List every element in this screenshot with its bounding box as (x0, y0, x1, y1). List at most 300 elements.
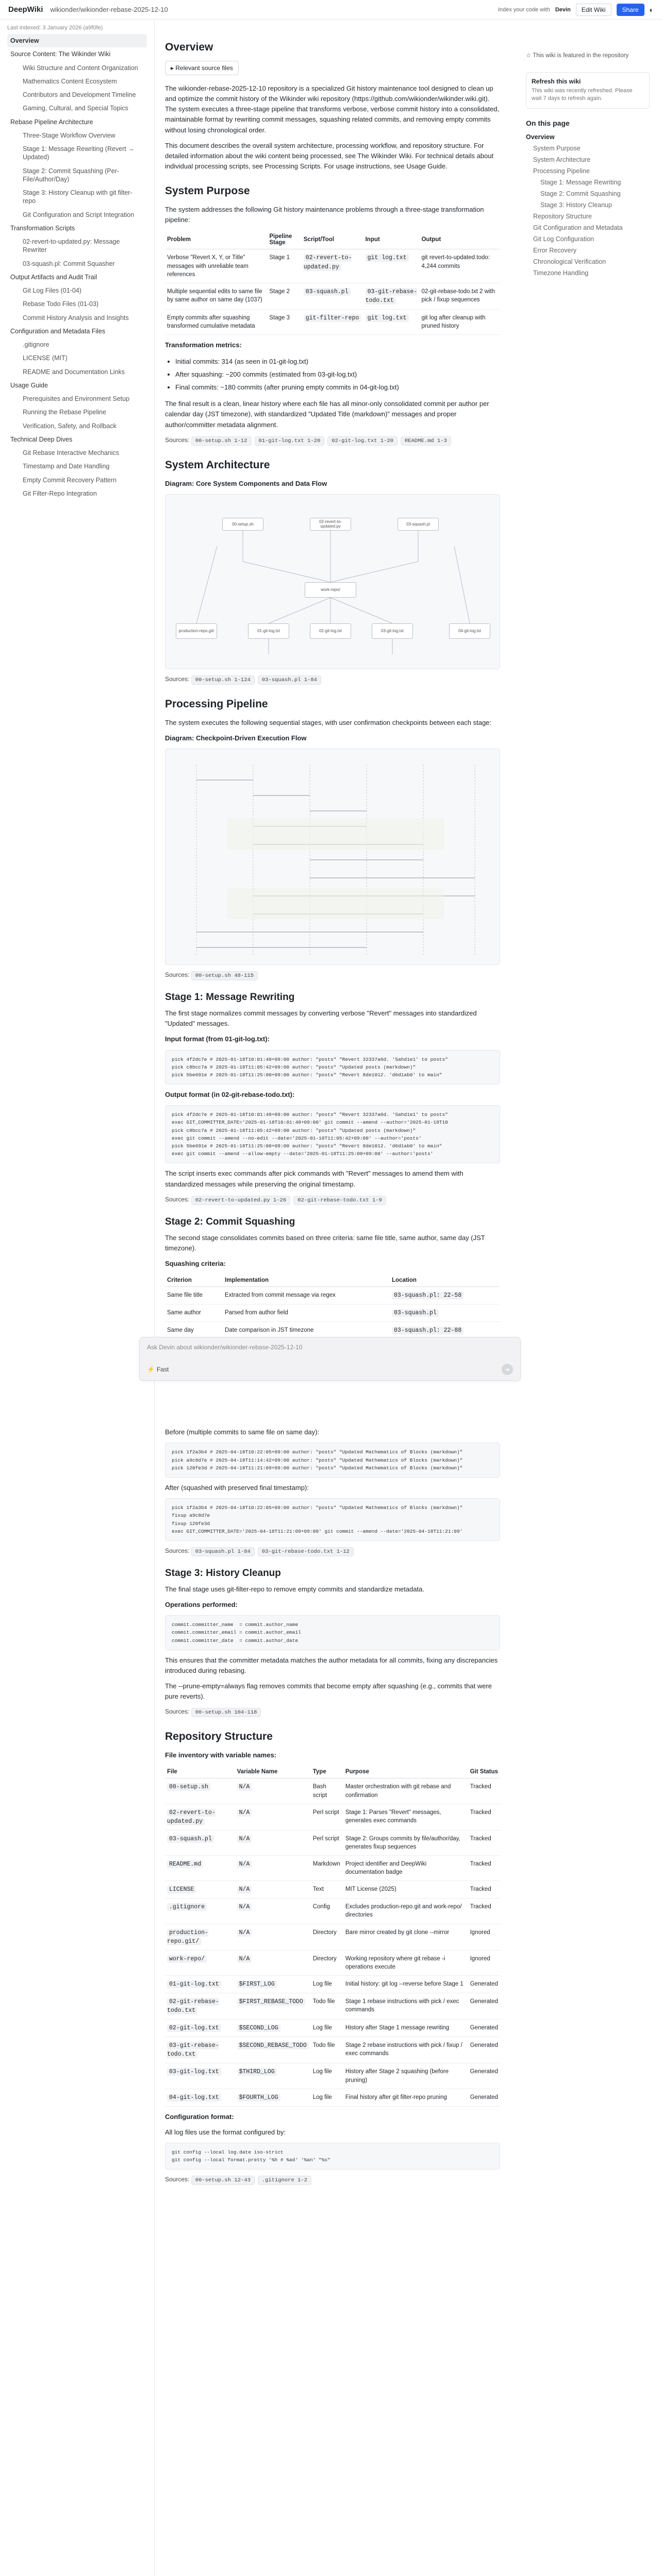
table-cell: Log file (311, 2089, 343, 2106)
table-cell (165, 1856, 235, 1881)
source-chip[interactable]: 02-git-log.txt 1-20 (327, 436, 398, 446)
sidebar-item[interactable]: Empty Commit Recovery Pattern (23, 476, 117, 484)
ask-controls (147, 1364, 513, 1375)
top-actions (498, 4, 654, 16)
stage1-output-label: Output format (in 02-git-rebase-todo.txt): (165, 1091, 295, 1099)
table-cell: Same day (165, 1322, 223, 1340)
sources-repo (165, 2176, 500, 2185)
sources-label: Sources: (165, 1195, 190, 1203)
table-row (165, 1993, 500, 2019)
intro-paragraph-2: This document describes the overall system architecture, processing workflow, and repository structure. For detailed information about the wiki content being processed, see The Wikinder Wiki. For technical details about individual processing scripts, see Processing Scripts. For usage instructions, see Usage Guide. (165, 141, 494, 170)
sidebar-item[interactable]: Gaming, Cultural, and Special Topics (23, 105, 128, 112)
code-ref: $SECOND_LOG (237, 2024, 280, 2032)
table-cell: Directory (311, 1924, 343, 1950)
code-ref: 01-git-log.txt (167, 1980, 221, 1988)
toc-item[interactable]: Overview (526, 133, 555, 141)
sidebar-item[interactable]: LICENSE (MIT) (23, 354, 68, 362)
refresh-desc: This wiki was recently refreshed. Please wait 7 days to refresh again. (532, 88, 633, 102)
sources-label: Sources: (165, 436, 190, 444)
arch-diagram-title: Diagram: Core System Components and Data Flow (165, 479, 327, 487)
diagram-node: work-repo/ (305, 582, 356, 598)
toc-item[interactable]: Timezone Handling (533, 269, 589, 277)
table-cell: Parsed from author field (223, 1304, 390, 1322)
table-cell: Generated (468, 1993, 500, 2019)
table-cell: Text (311, 1881, 343, 1899)
table-cell: Todo file (311, 1993, 343, 2019)
table-cell: Generated (468, 2037, 500, 2063)
table-row (165, 1804, 500, 1830)
table-cell: Stage 2 rebase instructions with pick / fixup / exec commands (343, 2037, 468, 2063)
table-cell: Extracted from commit message via regex (223, 1287, 390, 1304)
sidebar-item[interactable]: 03-squash.pl: Commit Squasher (23, 260, 115, 267)
table-cell (302, 249, 363, 283)
sidebar-item[interactable]: Timestamp and Date Handling (23, 463, 110, 470)
purpose-end-paragraph: The final result is a clean, linear history where each file has all minor-only consolidated commit per author per calendar day (JST timezone), with standardized "Updated Title (markdown)" messages and proper author/committer metadata alignment. (165, 400, 489, 429)
sources-stage3 (165, 1708, 500, 1717)
architecture-diagram (165, 494, 500, 669)
table-cell: Todo file (311, 2037, 343, 2063)
sidebar-item[interactable]: Overview (7, 34, 147, 47)
table-cell (235, 1924, 311, 1950)
pipeline-diagram-title: Diagram: Checkpoint-Driven Execution Flow (165, 734, 307, 742)
table-cell (235, 1950, 311, 1975)
sidebar-item[interactable]: Source Content: The Wikinder Wiki (10, 50, 111, 58)
table-cell (390, 1304, 500, 1322)
refresh-title[interactable]: Refresh this wiki (532, 78, 581, 85)
table-cell: Project identifier and DeepWiki documentation badge (343, 1856, 468, 1881)
sidebar-item[interactable]: Transformation Scripts (10, 224, 75, 232)
source-chip[interactable]: .gitignore 1-2 (258, 2176, 311, 2185)
code-ref: $FOURTH_LOG (237, 2094, 280, 2102)
table-row (165, 1881, 500, 1899)
code-ref: 03-git-rebase-todo.txt (365, 288, 418, 304)
code-ref: N/A (237, 1860, 252, 1868)
relevant-sources-toggle[interactable]: ▸ Relevant source files (165, 61, 239, 75)
table-cell: Log file (311, 1975, 343, 1993)
table-cell (165, 2020, 235, 2037)
sources-purpose (165, 436, 500, 446)
table-cell (235, 1804, 311, 1830)
refresh-panel (526, 72, 650, 109)
table-cell: Excludes production-repo.git and work-repo/ directories (343, 1899, 468, 1924)
toc-item[interactable]: Git Log Configuration (533, 235, 594, 243)
sources-stage1 (165, 1196, 500, 1205)
table-row (165, 283, 500, 309)
code-ref: 02-revert-to-updated.py (303, 255, 352, 270)
table-cell: Ignored (468, 1924, 500, 1950)
table-cell (165, 1830, 235, 1855)
source-chip[interactable]: 00-setup.sh 104-118 (191, 1708, 261, 1717)
toc-item[interactable]: Stage 1: Message Rewriting (540, 178, 621, 186)
table-cell (165, 2089, 235, 2106)
code-ref: README.md (167, 1860, 203, 1868)
featured-text[interactable]: This wiki is featured in the repository (533, 53, 629, 59)
sidebar-item[interactable]: Git Filter-Repo Integration (23, 489, 97, 497)
table-row (165, 249, 500, 283)
stage3-paragraph-2: This ensures that the committer metadata matches the author metadata for all commits, fixing any discrepancies introduced during rebasing. (165, 1656, 498, 1674)
table-header: Input (363, 230, 420, 249)
table-cell: Markdown (311, 1856, 343, 1881)
table-cell (235, 1993, 311, 2019)
table-cell (235, 2020, 311, 2037)
repo-config-paragraph: All log files use the format configured by: (165, 2128, 286, 2136)
mode-selector[interactable]: Fast (156, 1366, 169, 1373)
sidebar-item[interactable]: Stage 3: History Cleanup with git filter-repo (23, 189, 133, 205)
table-cell (165, 2063, 235, 2089)
section-stage-1: Stage 1: Message Rewriting (165, 992, 295, 1003)
right-toc (526, 52, 650, 279)
code-ref: LICENSE (167, 1886, 196, 1893)
sidebar-item[interactable]: Git Configuration and Script Integration (23, 211, 135, 218)
table-cell: Date comparison in JST timezone (223, 1322, 390, 1340)
code-ref: N/A (237, 1886, 252, 1893)
purpose-paragraph: The system addresses the following Git history maintenance problems through a three-stage transformation pipeline: (165, 206, 484, 224)
code-ref: work-repo/ (167, 1955, 207, 1963)
ask-input[interactable]: Ask Devin about wikionder/wikionder-rebase-2025-12-10 (147, 1344, 303, 1351)
toc-item[interactable]: Git Configuration and Metadata (533, 224, 623, 231)
table-cell: Log file (311, 2020, 343, 2037)
toc-list (526, 131, 650, 279)
table-cell: Tracked (468, 1881, 500, 1899)
diagram-node: 03-squash.pl (398, 518, 439, 531)
table-cell (235, 2089, 311, 2106)
table-cell: git revert-to-updated.todo: 4,244 commits (419, 249, 500, 283)
stage3-ops-label: Operations performed: (165, 1601, 238, 1609)
share-button[interactable]: Share (617, 4, 644, 16)
source-chip[interactable]: 02-revert-to-updated.py 1-26 (191, 1196, 290, 1205)
sources-label: Sources: (165, 971, 190, 979)
code-ref: N/A (237, 1929, 252, 1937)
table-cell (235, 1830, 311, 1855)
code-ref: 02-git-log.txt (167, 2024, 221, 2032)
code-ref: 03-squash.pl (167, 1835, 214, 1843)
source-chip[interactable]: 02-git-rebase-todo.txt 1-9 (293, 1196, 386, 1205)
sidebar-item[interactable]: Usage Guide (10, 381, 48, 389)
sidebar-item[interactable]: Stage 2: Commit Squashing (Per-File/Author/Day) (23, 167, 119, 183)
table-cell: History after Stage 2 squashing (before pruning) (343, 2063, 468, 2089)
table-cell: Generated (468, 2020, 500, 2037)
source-chip[interactable]: 00-setup.sh 48-115 (191, 971, 258, 980)
section-processing-pipeline: Processing Pipeline (165, 698, 268, 710)
metrics-title: Transformation metrics: (165, 341, 242, 349)
sidebar-item[interactable]: 02-revert-to-updated.py: Message Rewriter (23, 238, 120, 254)
sidebar-item[interactable]: Technical Deep Dives (10, 435, 73, 443)
table-cell (235, 2063, 311, 2089)
sidebar-item[interactable]: Output Artifacts and Audit Trail (10, 273, 97, 281)
stage2-after-code: pick 1f2a3b4 # 2025-04-18T10:22:05+09:00 author: "posts" "Updated Mathematics of Blocks (markdown)" fixup a9c8d7e fixup 120fe3d exec GIT_COMMITTER_DATE='2025-04-18T11:21:09+09:00' git commit --amend --date='2025-04-18T11:21:09' (165, 1498, 500, 1541)
squash-criteria-table (165, 1274, 500, 1340)
table-cell: Stage 1 (267, 249, 301, 283)
sidebar-item[interactable]: .gitignore (23, 341, 49, 348)
table-header: Type (311, 1766, 343, 1778)
section-stage-3: Stage 3: History Cleanup (165, 1567, 281, 1579)
section-stage-2: Stage 2: Commit Squashing (165, 1216, 295, 1227)
table-cell: Empty commits after squashing transformed cumulative metadata (165, 309, 267, 334)
table-cell: Working repository where git rebase -i operations execute (343, 1950, 468, 1975)
table-cell: Generated (468, 2063, 500, 2089)
sidebar (0, 20, 155, 2576)
table-cell (235, 1881, 311, 1899)
table-cell: Final history after git filter-repo pruning (343, 2089, 468, 2106)
table-cell: Tracked (468, 1856, 500, 1881)
repo-breadcrumb[interactable]: wikionder/wikionder-rebase-2025-12-10 (50, 6, 168, 13)
toc-heading: On this page (526, 118, 570, 127)
relevant-sources-label: Relevant source files (175, 64, 233, 72)
table-row (165, 1287, 500, 1304)
stage2-after-label: After (squashed with preserved final timestamp): (165, 1484, 309, 1492)
stage2-criteria-title: Squashing criteria: (165, 1259, 226, 1267)
table-cell (363, 249, 420, 283)
code-ref: git log.txt (366, 254, 409, 262)
diagram-node: 04-git-log.txt (449, 623, 490, 639)
stage3-code: commit.committer_name = commit.author_name commit.committer_email = commit.author_email commit.committer_date = commit.author_date (165, 1615, 500, 1650)
table-header: Implementation (223, 1274, 390, 1287)
sidebar-item[interactable]: Three-Stage Workflow Overview (23, 131, 115, 139)
toc-item[interactable]: System Architecture (533, 156, 591, 163)
section-repository-structure: Repository Structure (165, 1731, 273, 1743)
brand-logo[interactable]: DeepWiki (8, 5, 43, 14)
metrics-list (165, 355, 500, 394)
repo-inventory-title: File inventory with variable names: (165, 1751, 277, 1759)
table-cell: 02-git-rebase-todo.txt 2 with pick / fixup sequences (419, 283, 500, 309)
table-row (165, 1950, 500, 1975)
table-row (165, 1924, 500, 1950)
table-row (165, 1778, 500, 1804)
table-cell: Tracked (468, 1778, 500, 1804)
featured-note: ☆ This wiki is featured in the repository (526, 53, 629, 59)
table-cell: Stage 2: Groups commits by file/author/day, generates fixup sequences (343, 1830, 468, 1855)
toc-item[interactable]: Stage 2: Commit Squashing (540, 190, 621, 197)
table-cell: History after Stage 1 message rewriting (343, 2020, 468, 2037)
table-header: Criterion (165, 1274, 223, 1287)
code-ref: 00-setup.sh (167, 1783, 210, 1791)
source-chip[interactable]: 03-git-rebase-todo.txt 1-12 (258, 1547, 354, 1556)
toc-item[interactable]: Error Recovery (533, 246, 577, 254)
pipeline-diagram-svg (166, 749, 500, 965)
table-row (165, 1304, 500, 1322)
table-cell (363, 283, 420, 309)
code-ref: 02-git-rebase-todo.txt (167, 1998, 219, 2014)
source-chip[interactable]: 01-git-log.txt 1-20 (255, 436, 325, 446)
ask-devin-box[interactable] (139, 1337, 521, 1381)
table-cell (235, 1975, 311, 1993)
table-cell (165, 1899, 235, 1924)
table-cell (235, 2037, 311, 2063)
sidebar-item[interactable]: Rebase Pipeline Architecture (10, 118, 93, 126)
table-cell: Ignored (468, 1950, 500, 1975)
pipeline-diagram (165, 749, 500, 965)
sidebar-item[interactable]: Configuration and Metadata Files (10, 327, 106, 335)
toc-item[interactable]: Processing Pipeline (533, 167, 590, 175)
code-ref: N/A (237, 1903, 252, 1911)
source-chip[interactable]: 00-setup.sh 1-124 (191, 675, 255, 685)
table-cell: Perl script (311, 1830, 343, 1855)
table-row (165, 309, 500, 334)
code-ref: 03-squash.pl (304, 288, 351, 296)
sources-label: Sources: (165, 675, 190, 683)
toc-item[interactable]: Repository Structure (533, 212, 592, 220)
code-ref: 03-git-log.txt (167, 2068, 221, 2076)
table-cell: Same file title (165, 1287, 223, 1304)
toc-item[interactable]: Stage 3: History Cleanup (540, 201, 612, 209)
sidebar-item[interactable]: Prerequisites and Environment Setup (23, 395, 130, 402)
code-ref: N/A (237, 1783, 252, 1791)
theme-toggle-icon[interactable]: ◐ (649, 5, 654, 14)
top-bar (0, 0, 662, 20)
intro-paragraph-1: The wikionder-rebase-2025-12-10 repository is a specialized Git history maintenance tool designed to clean up and optimize the commit history of the Wikinder wiki repository (https://github.com/wikionder/wikinder.wiki.git). The system executes a three-stage pipeline that transforms verbose, verbose commit history into a consolidated, maintainable format by rewriting commit messages, squashing related commits, and removing empty commits without losing chronological order. (165, 84, 500, 134)
table-cell (165, 2037, 235, 2063)
table-cell: Stage 3 (267, 309, 301, 334)
sources-label: Sources: (165, 1708, 190, 1716)
table-cell (165, 1924, 235, 1950)
table-cell: Stage 1: Parses "Revert" messages, generates exec commands (343, 1804, 468, 1830)
table-row (165, 2063, 500, 2089)
sidebar-item[interactable]: Contributors and Development Timeline (23, 91, 136, 98)
code-ref: 04-git-log.txt (167, 2094, 221, 2102)
stage2-paragraph: The second stage consolidates commits based on three criteria: same file title, same author, same day (JST timezone). (165, 1233, 485, 1252)
toc-item[interactable]: Chronological Verification (533, 258, 606, 265)
table-cell (235, 1899, 311, 1924)
table-cell: Bare mirror created by git clone --mirror (343, 1924, 468, 1950)
repo-config-code: git config --local log.date iso-strict git config --local format.pretty '%h # %ad' '%an' "%s" (165, 2143, 500, 2170)
code-ref: production-repo.git/ (167, 1929, 208, 1945)
stage3-paragraph: The final stage uses git-filter-repo to remove empty commits and standardize metadata. (165, 1585, 424, 1593)
table-cell: Tracked (468, 1804, 500, 1830)
code-ref: 03-squash.pl (392, 1309, 439, 1317)
code-ref: N/A (237, 1955, 252, 1963)
table-header: Output (419, 230, 500, 249)
stage1-input-code: pick 4f2dc7e # 2025-01-18T10:01:48+09:00 author: "posts" "Revert 32337a6d. 'Sahd1e1' to posts" pick c8bcc7a # 2025-01-18T11:05:42+09:00 author: "posts" "Updated posts (markdown)" pick 5be691e # 2025-01-18T11:25:00+09:00 author: "posts" "Revert 8de1012. 'd6d1ab0' to main" (165, 1050, 500, 1085)
code-ref: $FIRST_REBASE_TODO (237, 1998, 305, 2006)
table-cell: Tracked (468, 1830, 500, 1855)
repo-config-title: Configuration format: (165, 2112, 234, 2121)
sidebar-item[interactable]: Wiki Structure and Content Organization (23, 64, 138, 72)
source-chip[interactable]: 00-setup.sh 12-43 (191, 2176, 255, 2185)
table-row (165, 1975, 500, 1993)
last-indexed: Last indexed: 3 January 2026 (a9f0fe) (7, 25, 103, 31)
table-cell: Verbose "Revert X, Y, or Title" messages with unreliable team references (165, 249, 267, 283)
sidebar-item[interactable]: Git Log Files (01-04) (23, 287, 81, 294)
table-cell (165, 1975, 235, 1993)
pipeline-paragraph: The system executes the following sequential stages, with user confirmation checkpoints between each stage: (165, 718, 492, 726)
sources-architecture (165, 675, 500, 685)
table-cell: Multiple sequential edits to same file by same author on same day (1037) (165, 283, 267, 309)
diagram-node: 02-git-log.txt (310, 623, 351, 639)
sidebar-item[interactable]: Rebase Todo Files (01-03) (23, 300, 99, 308)
sidebar-item[interactable]: Commit History Analysis and Insights (23, 314, 129, 321)
list-item: • Initial commits: 314 (as seen in 01-git-log.txt) (175, 355, 500, 368)
toc-item[interactable]: System Purpose (533, 144, 581, 152)
sidebar-item[interactable]: README and Documentation Links (23, 368, 125, 376)
stage2-before-label: Before (multiple commits to same file on same day): (165, 1428, 320, 1436)
table-cell: Bash script (311, 1778, 343, 1804)
stage3-paragraph-3: The --prune-empty=always flag removes commits that become empty after squashing (e.g., commits that were pure reverts). (165, 1682, 492, 1701)
table-cell: Stage 2 (267, 283, 301, 309)
source-chip[interactable]: README.md 1-3 (401, 436, 451, 446)
list-item: • Final commits: ~180 commits (after pruning empty commits in 04-git-log.txt) (175, 381, 500, 394)
table-cell: Initial history: git log --reverse before Stage 1 (343, 1975, 468, 1993)
table-cell (390, 1287, 500, 1304)
stage1-paragraph: The first stage normalizes commit messages by converting verbose "Revert" messages into standardized "Updated" messages. (165, 1009, 477, 1028)
file-inventory-table (165, 1766, 500, 2106)
stage1-paragraph-2: The script inserts exec commands after pick commands with "Revert" messages to amend them with standardized messages while preserving the original timestamp. (165, 1170, 464, 1188)
source-chip[interactable]: 03-squash.pl 1-84 (258, 675, 321, 685)
send-icon[interactable]: ➜ (502, 1364, 513, 1375)
code-ref: 03-git-rebase-todo.txt (167, 2042, 219, 2058)
table-row (165, 2020, 500, 2037)
code-ref: N/A (237, 1835, 252, 1843)
sidebar-item[interactable]: Running the Rebase Pipeline (23, 409, 106, 416)
code-ref: .gitignore (167, 1903, 207, 1911)
index-text: Index your code with (498, 6, 550, 13)
table-cell (165, 1950, 235, 1975)
table-cell (165, 1993, 235, 2019)
table-row (165, 2037, 500, 2063)
table-row (165, 1856, 500, 1881)
table-cell (165, 1881, 235, 1899)
code-ref: N/A (237, 1809, 252, 1817)
table-row (165, 2089, 500, 2106)
table-cell: Perl script (311, 1804, 343, 1830)
table-cell: Generated (468, 2089, 500, 2106)
table-header: Script/Tool (302, 230, 363, 249)
table-cell (302, 309, 363, 334)
sources-label: Sources: (165, 1547, 190, 1554)
table-cell (165, 1778, 235, 1804)
sidebar-item[interactable]: Stage 1: Message Rewriting (Revert → Updated) (23, 145, 135, 161)
code-ref: 02-revert-to-updated.py (167, 1809, 216, 1825)
table-cell: Same author (165, 1304, 223, 1322)
code-ref: $SECOND_REBASE_TODO (237, 2042, 309, 2049)
diagram-node: 02-revert-to-updated.py (310, 518, 351, 531)
diagram-node: 03-git-log.txt (372, 623, 413, 639)
sidebar-item[interactable]: Verification, Safety, and Rollback (23, 422, 117, 430)
table-cell (235, 1778, 311, 1804)
table-cell (302, 283, 363, 309)
code-ref: $FIRST_LOG (237, 1980, 277, 1988)
table-cell (235, 1856, 311, 1881)
table-cell: Config (311, 1899, 343, 1924)
table-cell: Log file (311, 2063, 343, 2089)
devin-link[interactable]: Devin (555, 6, 571, 13)
stage1-output-code: pick 4f2dc7e # 2025-01-18T10:01:48+09:00 author: "posts" "Revert 32337a6d. 'Sahd1e1' to posts" exec GIT_COMMITTER_DATE='2025-01-18T10:01:48+09:00' git commit --amend --author='2025-01-18T10 pick c8bcc7a # 2025-01-18T11:05:42+09:00 author: "posts" "Updated posts (markdown)" exec git commit --amend --no-edit --date='2025-01-18T11:05:42+09:00' --author='posts' pick 5be691e # 2025-01-18T11:25:00+09:00 author: "posts" "Revert 8de1012. 'd6d1ab0' to main" exec git commit --amend --allow-empty --date='2025-01-18T11:25:00+09:00' --author='posts' (165, 1105, 500, 1163)
sidebar-item[interactable]: Git Rebase Interactive Mechanics (23, 449, 119, 456)
sidebar-item[interactable]: Mathematics Content Ecosystem (23, 77, 117, 85)
section-system-architecture: System Architecture (165, 459, 270, 471)
table-row (165, 1899, 500, 1924)
sources-label: Sources: (165, 2176, 190, 2183)
table-header: Location (390, 1274, 500, 1287)
stage1-input-label: Input format (from 01-git-log.txt): (165, 1035, 270, 1043)
section-system-purpose: System Purpose (165, 185, 250, 197)
table-cell: Master orchestration with git rebase and confirmation (343, 1778, 468, 1804)
table-cell: MIT License (2025) (343, 1881, 468, 1899)
table-cell: git log after cleanup with pruned history (419, 309, 500, 334)
sources-pipeline (165, 971, 500, 980)
code-ref: $THIRD_LOG (237, 2068, 277, 2076)
main-content (165, 41, 500, 2194)
diagram-node: 01-git-log.txt (248, 623, 289, 639)
source-chip[interactable]: 03-squash.pl 1-84 (191, 1547, 255, 1556)
sidebar-nav (7, 34, 147, 500)
page-title: Overview (165, 41, 213, 53)
source-chip[interactable]: 00-setup.sh 1-12 (191, 436, 252, 446)
diagram-node: production-repo.git/ (176, 623, 217, 639)
edit-wiki-button[interactable]: Edit Wiki (576, 4, 611, 16)
table-cell: Directory (311, 1950, 343, 1975)
code-ref: git log.txt (366, 314, 409, 322)
sources-stage2 (165, 1547, 500, 1556)
